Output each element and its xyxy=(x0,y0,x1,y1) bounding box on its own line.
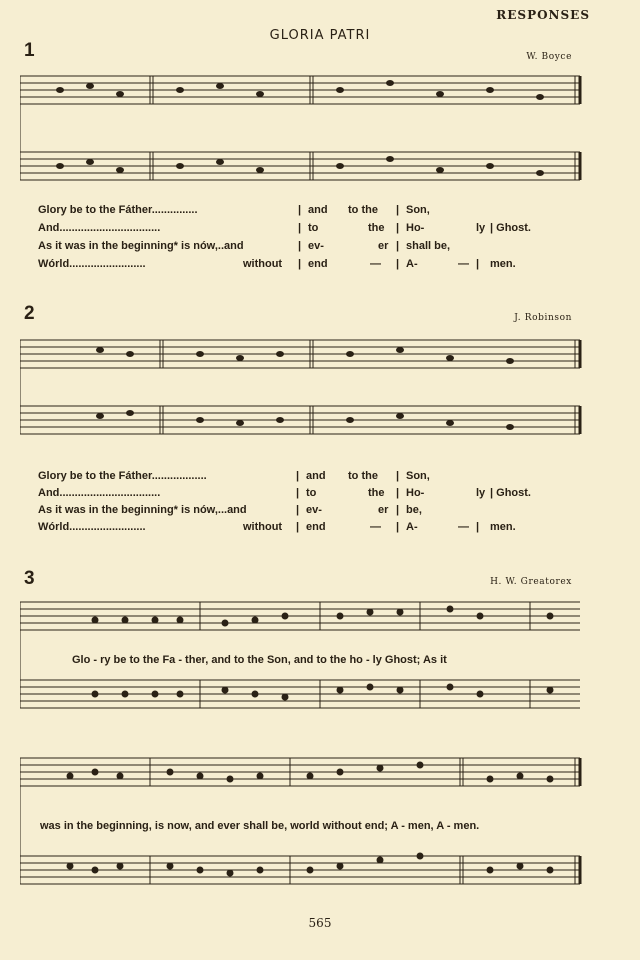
music-system-2 xyxy=(20,330,590,455)
lyric-line: As it was in the beginning* is nów,..and | ev- er | shall be, xyxy=(38,240,451,252)
lyric-line: Glory be to the Fáther............... | and to the | Son, xyxy=(38,204,430,216)
lyric-line: Glory be to the Fáther.................. | and to the | Son, xyxy=(38,470,430,482)
lyric-line: And................................. | to the | Ho- ly | Ghost. xyxy=(38,487,531,499)
music-system-1 xyxy=(20,66,590,196)
hymn-number: 3 xyxy=(24,568,35,589)
page-number: 565 xyxy=(308,916,332,930)
lyric-line: Glo - ry be to the Fa - ther, and to the Son, and to the ho - ly Ghost; As it xyxy=(72,654,447,666)
composer: W. Boyce xyxy=(526,52,572,62)
hymn-number: 1 xyxy=(24,40,35,61)
lyric-line: Wórld......................... without | end — | A- — | men. xyxy=(38,258,516,270)
lyric-line: was in the beginning, is now, and ever shall be, world without end; A - men, A - men. xyxy=(40,820,480,832)
composer: H. W. Greatorex xyxy=(490,577,572,587)
hymn-number: 2 xyxy=(24,303,35,324)
lyric-line: As it was in the beginning* is nów,...and | ev- er | be, xyxy=(38,504,422,516)
section-heading: RESPONSES xyxy=(496,8,590,22)
composer: J. Robinson xyxy=(514,313,572,323)
lyric-line: And................................. | to the | Ho- ly | Ghost. xyxy=(38,222,531,234)
page-title: GLORIA PATRI xyxy=(269,28,371,43)
lyric-line: Wórld......................... without | end — | A- — | men. xyxy=(38,521,516,533)
